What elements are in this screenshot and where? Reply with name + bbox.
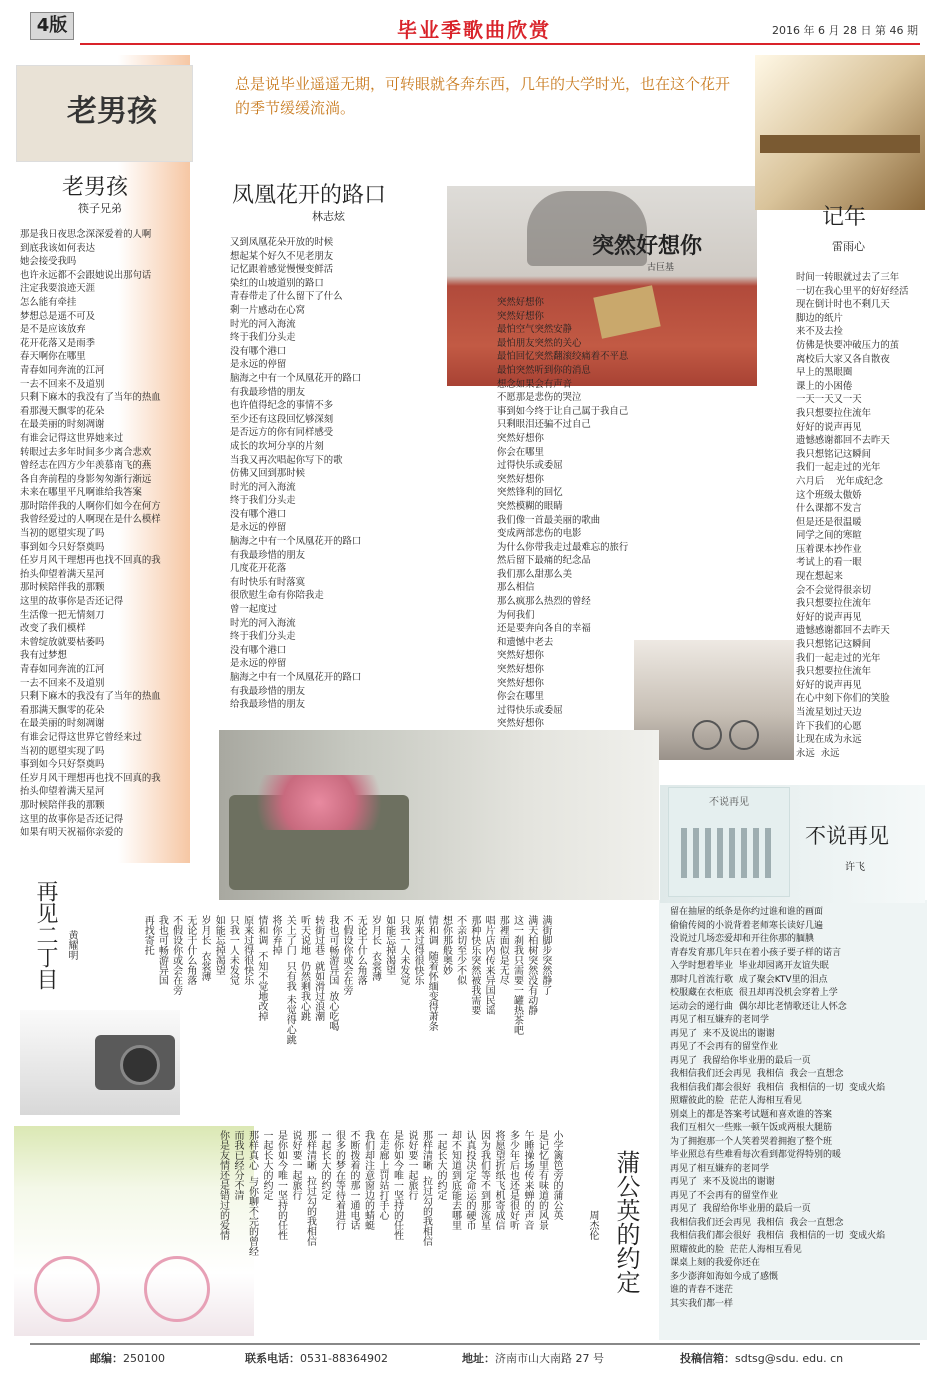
song-author-fenghuang: 林志炫: [312, 210, 345, 223]
song-title-pugongying: 蒲公英的约定: [612, 1150, 640, 1294]
album-cover-title: 不说再见: [709, 797, 749, 808]
bike-wheel: [34, 1256, 100, 1322]
lyrics-pugongying: 小学篱笆旁的蒲公英 是记忆里有味道的风景 午睡操场传来蝉的声音 多少年后也还是很好听 将愿望折纸飞机寄成信 因为我们等不到那流星 认真投决定命运的硬币 却不知道到底能去哪里 一起长大的约定 那样清晰 拉过勾的我相信 说好要一起旅行 是你如今唯一坚持的任性 在走廊上罚站打手心 我们却注意窗边的蜻蜓 不断拨着的那一通电话 很多的梦在等待着进行 一起长大的约定 那样清晰 拉过勾的我相信 说好要一起旅行 是你如今唯一坚持的任性 一起长大的约定 那样真心 与你聊不完的曾经 而我已经分不清 你是友情还是错过的爱情: [217, 1130, 562, 1257]
lyrics-turan: 突然好想你 突然好想你 最怕空气突然安静 最怕朋友突然的关心 最怕回忆突然翻滚绞痛着不平息 最怕突然听到你的消息 想念如果会有声音 不愿那是悲伤的哭泣 事到如今终于让自己属于我自己 只剩眼泪还骗不过自己 突然好想你 你会在哪里 过得快乐或委屈 突然好想你 突然锋利的回忆 突然模糊的眼睛 我们像一首最美丽的歌曲 变成两部悲伤的电影 为什么你带我走过最难忘的旅行 然后留下最痛的纪念品 我们那么甜那么美 那么相信 那么疯那么热烈的曾经 为何我们 还是要奔向各自的幸福 和遗憾中老去 突然好想你 突然好想你 突然好想你 你会在哪里 过得快乐或委屈 突然好想你: [497, 297, 629, 730]
bike-wheel: [692, 720, 722, 750]
lyrics-zaijian: 满街脚步突然静了 满天柏树突然没有动静 这一刹我只需要一罐热茶吧 那裡面似是无尽 唱片店内传来异国民谣 那种快乐突然被我需要 不亲切至少不似 想你那般奥妙 情和调 随着怀缅变得萧条 原来过得很快乐 只我一人未发觉 如能忘掉渴望 岁月长 衣裳薄 无论于什么角落 不假设你或会在旁 我也可畅游异国 放心吃喝 转街过巷 就如滑过浪潮 听天说地 仍然剩我心跳 关上了门 只有我 未觉得心跳 将你弃掉 情和调 不知不觉地改掉 原来过得很快乐 只我一人未发觉 如能忘掉渴望 岁月长 衣裳薄 无论于什么角落 不假设你或会在旁 我也可畅游异国 再找寄托: [142, 915, 551, 1045]
bike-wheel: [729, 720, 759, 750]
footer-phone: 联系电话：0531-88364902: [245, 1352, 388, 1365]
issue-date: 2016 年 6 月 28 日 第 46 期: [772, 24, 918, 37]
song-author-laonanhai: 筷子兄弟: [78, 202, 122, 215]
intro-quote: 总是说毕业遥遥无期，可转眼就各奔东西，几年的大学时光，也在这个花开的季节缓缓流淌。: [235, 75, 731, 117]
album-cover: [668, 787, 790, 897]
song-title-fenghuang: 凤凰花开的路口: [232, 183, 387, 208]
image-calligraphy: 老男孩: [67, 94, 157, 129]
lyrics-jinian: 时间一转眼就过去了三年 一切在我心里平的好好经活 现在倒计时也不剩几天 脚边的纸片 来不及去捡 仿佛是快要冲破压力的茧 离校后大家又各自散夜 早上的黑眼圈 课上的小困倦 一天一天又一天 我只想要拉住流年 好好的说声再见 遗憾感谢都回不去昨天 我只想铭记这瞬间 我们一起走过的光年 六月后 光年成纪念 这个班级太傲娇 什么课都不发言 但是还是很温暖 同学之间的寒暄 压着课本抄作业 考试上的看一眼 现在想起来 会不会觉得很亲切 我只想要拉住流年 好好的说声再见 遗憾感谢都回不去昨天 我只想铭记这瞬间 我们一起走过的光年 我只想要拉住流年 好好的说声再见 在心中刻下你们的笑脸 当流星划过天边 许下我们的心愿 让现在成为永远 永远 永远: [796, 272, 909, 759]
album-figures: [681, 828, 771, 878]
footer-zip: 邮编：250100: [90, 1352, 165, 1365]
footer-address: 地址：济南市山大南路 27 号: [462, 1352, 604, 1365]
song-title-laonanhai: 老男孩: [61, 175, 128, 200]
song-title-turan: 突然好想你: [592, 234, 703, 259]
song-author-pugongying: 周杰伦: [587, 1210, 598, 1240]
desk-row: [760, 135, 920, 153]
col1-header-image: [16, 65, 193, 162]
masthead-title: 毕业季歌曲欣赏: [397, 18, 551, 42]
song-author-turan: 古巨基: [647, 263, 675, 273]
song-title-jinian: 记年: [822, 205, 867, 230]
page-number-badge: 4版: [30, 12, 74, 40]
classroom-photo: [755, 55, 925, 210]
lyrics-fenghuang: 又到凤凰花朵开放的时候 想起某个好久不见老朋友 记忆跟着感觉慢慢变鲜活 染红的山坡道别的路口 青春带走了什么留下了什么 剩一片感动在心窝 时光的河入海流 终于我们分头走 没有哪个港口 是永远的停留 脑海之中有一个凤凰花开的路口 有我最珍惜的朋友 也许值得纪念的事情不多 至少还有这段回忆够深刻 是否远方的你有同样感受 成长的坎坷分享的片刻 当我又再次唱起你写下的歌 仿佛又回到那时候 时光的河入海流 终于我们分头走 没有哪个港口 是永远的停留 脑海之中有一个凤凰花开的路口 有我最珍惜的朋友 几度花开花落 有时快乐有时落寞 很欣慰生命有你陪我走 曾一起度过 时光的河入海流 终于我们分头走 没有哪个港口 是永远的停留 脑海之中有一个凤凰花开的路口 有我最珍惜的朋友 给我最珍惜的朋友: [230, 237, 362, 711]
song-author-bushuo: 许飞: [845, 862, 865, 873]
header-rule: [80, 43, 920, 45]
lyrics-laonanhai: 那是我日夜思念深深爱着的人啊 到底我该如何表达 她会接受我吗 也许永远都不会跟她说出那句话 注定我要浪迹天涯 怎么能有牵挂 梦想总是遥不可及 是不是应该放弃 花开花落又是雨季 春天啊你在哪里 青春如同奔流的江河 一去不回来不及道别 只剩下麻木的我没有了当年的热血 看那漫天飘零的花朵 在最美丽的时刻凋谢 有谁会记得这世界她来过 转眼过去多年时间多少离合悲欢 曾经志在四方少年羡慕南飞的燕 各自奔前程的身影匆匆渐行渐远 未来在哪里平凡啊谁给我答案 那时陪伴我的人啊你们如今在何方 我曾经爱过的人啊现在是什么模样 当初的愿望实现了吗 事到如今只好祭奠吗 任岁月风干理想再也找不回真的我 抬头仰望着满天星河 那时候陪伴我的那颗 这里的故事你是否还记得 生活像一把无情刻刀 改变了我们模样 未曾绽放就要枯萎吗 我有过梦想 青春如同奔流的江河 一去不回来不及道别 只剩下麻木的我没有了当年的热血 看那满天飘零的花朵 在最美丽的时刻凋谢 有谁会记得这世界它曾经来过 当初的愿望实现了吗 事到如今只好祭奠吗 任岁月风干理想再也找不回真的我 抬头仰望着满天星河 那时候陪伴我的那颗 这里的故事你是否还记得 如果有明天祝福你亲爱的: [20, 229, 161, 839]
song-author-jinian: 雷雨心: [832, 240, 865, 253]
song-title-zaijian: 再见二丁目: [33, 880, 58, 990]
flower-pot-photo: [219, 730, 659, 900]
footer-email[interactable]: 投稿信箱：sdtsg@sdu. edu. cn: [680, 1352, 844, 1365]
footer-rule: [30, 1343, 920, 1345]
pink-flowers: [234, 775, 404, 830]
song-title-bushuo: 不说再见: [805, 824, 889, 848]
lyrics-bushuo: 留在抽屉的纸条是你约过谁和谁的画面 偷偷传阅的小说背着老师寒长读好几遍 没说过几场恋爱却和开往你那的腼腆 青春发育那几年只在着小孩子要子样的诺言 入学时想着毕业 毕业却园离开友谊失眠 那时几首流行歌 成了聚会KTV里的泪点 校服藏在衣柜底 很丑却再没机会穿着上学 运动会的递行曲 偶尔却比老情歌还让人怀念 再见了相互嫌弃的老同学 再见了 来不及说出的谢谢 再见了不会再有的留堂作业 再见了 我留给你毕业册的最后一页 我相信我们还会再见 我相信 我会一直想念 我相信我们都会很好 我相信 我相信的一切 变成火焰 照耀彼此的脸 茫茫人海相互看见 别桌上的都是答案考试题和喜欢谁的答案 我们互相欠一些账一顿午饭或两根大腿筋 为了拥抱那一个人笑着哭着拥抱了整个班 毕业照总有些难看每次看到都觉得特别的暖 再见了相互嫌弃的老同学 再见了 来不及说出的谢谢 再见了不会再有的留堂作业 再见了 我留给你毕业册的最后一页 我相信我们还会再见 我相信 我会一直想念 我相信我们都会很好 我相信 我相信的一切 变成火焰 照耀彼此的脸 茫茫人海相互看见 课桌上刻的我爱你还在 多少澎湃如海如今成了感慨 谁的青春不迷茫 其实我们都一样: [670, 907, 886, 1309]
song-author-zaijian: 黄耀明: [66, 930, 77, 960]
bike-wheel: [144, 1256, 210, 1322]
